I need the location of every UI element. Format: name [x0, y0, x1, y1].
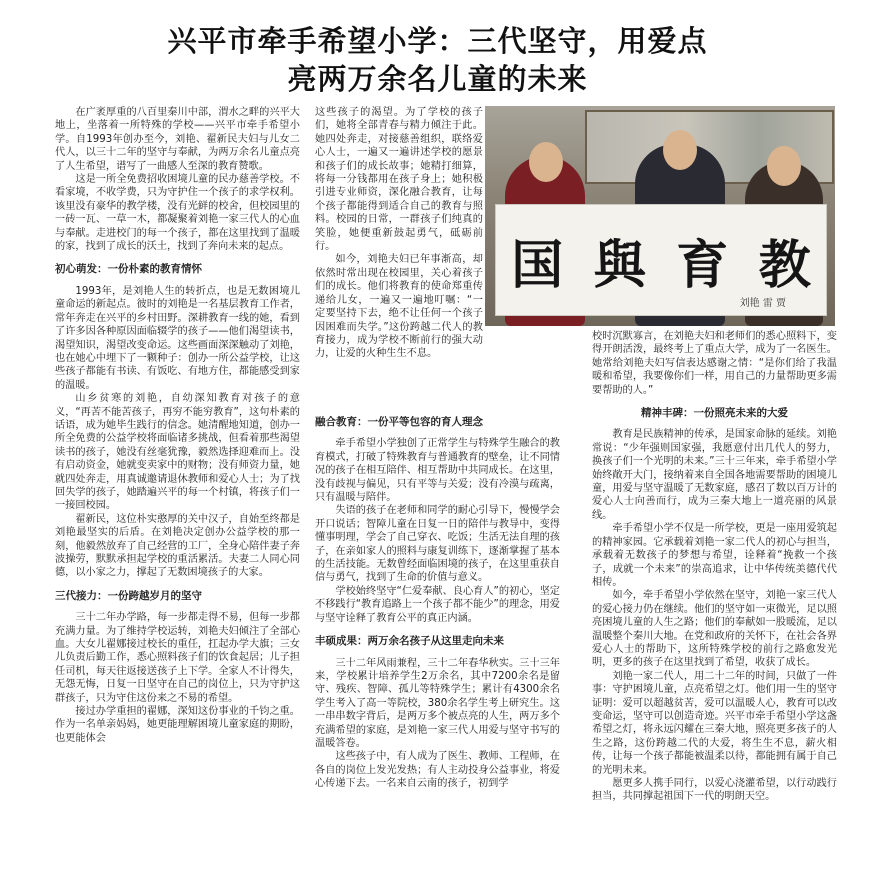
paragraph: 校时沉默寡言，在刘艳夫妇和老师们的悉心照料下，变得开朗活泼，最终考上了重点大学，成为了一名医生。她常给刘艳夫妇写信表达感谢之情：“是你们给了我温暖和希望，我要像你们一样，用自己的力量帮助更多需要帮助的人。”	[592, 331, 837, 396]
paragraph: 刘艳一家二代人，用二十二年的时间，只做了一件事：守护困境儿童，点亮希望之灯。他们用一生的坚守证明：爱可以超越贫苦，爱可以温暖人心，教育可以改变命运，坚守可以创造奇迹。兴平市牵手希望小学这盏希望之灯，将永远闪耀在三秦大地，照亮更多孩子的人生之路，这份跨越二代的大爱，将生生不息，薪火相传，让每一个孩子都能被温柔以待，都能拥有属于自己的光明未来。	[592, 670, 837, 776]
face	[529, 142, 563, 182]
paragraph: 山乡贫寒的刘艳，自幼深知教育对孩子的意义，“再苦不能苦孩子，再穷不能穷教育”，这句朴素的话语，成为她毕生践行的信念。她清醒地知道，创办一所全免费的公益学校将面临诸多挑战，但看着那些渴望读书的孩子，她没有丝毫犹豫，毅然选择迎难而上。没有启动资金，她就变卖家中的财物；没有师资力量，她就四处奔走，用真诚邀请退休教师和爱心人士；为了找回失学的孩子，她踏遍兴平的每一个村镇，将孩子们一一接回校园。	[55, 393, 300, 512]
paragraph: 三十二年风雨兼程，三十二年春华秋实。三十三年来，学校累计培养学生2万余名，其中7200余名是留守、残疾、智障、孤儿等特殊学生；累计有4300余名学生考入了高一等院校，380余名学生考上研究生。这一串串数字背后，是两万多个被点亮的人生，两万多个充满希望的家庭，是刘艳一家三代人用爱与坚守书写的温暖答卷。	[315, 657, 560, 749]
paragraph: 这些孩子的渴望。为了学校的孩子们，她将全部青春与精力倾注于此。她四处奔走，对接慈善组织，联络爱心人士，一遍又一遍讲述学校的愿景和孩子们的成长故事；她精打细算，将每一分钱都用在孩子身上；她积极引进专业师资，深化融合教育，让每个孩子都能得到适合自己的教育与照料。校园的日常，一群孩子们纯真的笑脸，她便重新鼓起勇气，砥砺前行。	[315, 107, 483, 253]
section-heading: 初心萌发：一份朴素的教育情怀	[55, 263, 202, 276]
calligraphy-char: 育	[676, 234, 729, 296]
headline-line-2: 亮两万余名儿童的未来	[287, 62, 588, 96]
paragraph: 1993年，是刘艳人生的转折点，也是无数困境儿童命运的新起点。彼时的刘艳是一名基层教育工作者，常年奔走在兴平的乡村田野。深耕教育一线的她，看到了许多因各种原因面临辍学的孩子——他们渴望读书，渴望知识，渴望改变命运。这些画面深深触动了刘艳，也在她心中埋下了一颗种子：创办一所公益学校，让这些孩子都能有书读、有饭吃、有地方住，都能感受到家的温暖。	[55, 285, 300, 391]
paragraph: 失语的孩子在老师和同学的耐心引导下，慢慢学会开口说话；智障儿童在日复一日的陪伴与教导中，变得懂事明理，学会了自己穿衣、吃饭；生活无法自理的孩子，在亲如家人的照料与康复训练下，逐渐掌握了基本的生活技能。无数曾经面临困境的孩子，在这里重获自信与勇气，找到了生命的价值与意义。	[315, 505, 560, 584]
article-column-2	[315, 106, 483, 406]
paragraph: 如今，刘艳夫妇已年事渐高，却依然时常出现在校园里，关心着孩子们的成长。他们将教育的使命郑重传递给儿女，一遍又一遍地叮嘱：“一定要坚持下去，绝不让任何一个孩子因困难而失学。”这份跨越二代人的教育接力，成为学校不断前行的强大动力，让爱的火种生生不息。	[315, 254, 483, 360]
paragraph: 翟新民，这位朴实憨厚的关中汉子，自始至终都是刘艳最坚实的后盾。在刘艳决定创办公益学校的那一刻，他毅然放弃了自己经营的工厂，全身心陪伴妻子奔波操劳，默默承担起学校的重活累活。夫妻二人同心同德，以小家之力，撑起了无数困境孩子的大家。	[55, 513, 300, 579]
article-column-3	[315, 410, 560, 861]
paragraph: 三十二年办学路，每一步都走得不易，但每一步都充满力量。为了维持学校运转，刘艳夫妇倾注了全部心血。大女儿翟娜接过校长的重任，扛起办学大旗；三女儿负责后勤工作，悉心照料孩子们的饮食起居；儿子担任司机，每天往返接送孩子上下学。全家人不计得失，无怨无悔，日复一日坚守在自己的岗位上，只为守护这群孩子，只为守住这份来之不易的希望。	[55, 612, 300, 704]
section-heading: 丰硕成果：两万余名孩子从这里走向未来	[315, 635, 504, 648]
calligraphy-char: 国	[511, 234, 564, 296]
headline-line-1: 兴平市牵手希望小学：三代坚守，用爱点	[167, 24, 708, 58]
paragraph: 学校始终坚守“仁爱奉献、良心育人”的初心，坚定不移践行“教育追路上一个孩子都不能少”的理念，用爱与坚守诠释了教育公平的真正内涵。	[315, 585, 560, 624]
section-heading: 精神丰碑：一份照亮未来的大爱	[641, 407, 788, 420]
paragraph: 在广袤厚重的八百里秦川中部，渭水之畔的兴平大地上，坐落着一所特殊的学校——兴平市牵手希望小学。自1993年创办至今，刘艳、翟新民夫妇与儿女二代人，以三十二年的坚守与奉献，为两万余名儿童点亮了人生希望，谱写了一曲感人至深的教育赞歌。	[55, 107, 300, 172]
paragraph: 这些孩子中，有人成为了医生、教师、工程师，在各自的岗位上发光发热；有人主动投身公益事业，将爱心传递下去。一名来自云南的孩子，初到学	[315, 751, 560, 790]
section-heading: 三代接力：一份跨越岁月的坚守	[55, 589, 202, 602]
calligraphy-inscription: 刘艳 雷 贾	[739, 298, 786, 309]
headline	[20, 22, 855, 98]
paragraph: 教育是民族精神的传承，是国家命脉的延续。刘艳常说：“少年强则国家强，我愿意付出几代人的努力，换孩子们一个光明的未来。”三十三年来，牵手希望小学始终敞开大门，接纳着来自全国各地需要帮助的困境儿童，用爱与坚守温暖了无数家庭，感召了数以百万计的爱心人士向善而行，成为三秦大地上一道亮丽的风景线。	[592, 429, 837, 521]
article-column-1	[55, 106, 300, 861]
paragraph: 这是一所全免费招收困境儿童的民办慈善学校。不看家境，不收学费，只为守护住一个孩子的求学权利。该里没有豪华的教学楼，没有光鲜的校舍，但校园里的一砖一瓦、一草一木，都凝聚着刘艳一家三代人的心血与奉献。走进校门的每一个孩子，都在这里找到了温暖的家，找到了成长的沃土，找到了奔向未来的起点。	[55, 174, 300, 253]
calligraphy-char: 教	[758, 234, 811, 296]
face	[663, 130, 697, 170]
paragraph: 愿更多人携手同行，以爱心浇灌希望，以行动践行担当，共同撑起祖国下一代的明朗天空。	[592, 778, 837, 803]
paragraph: 牵手希望小学不仅是一所学校，更是一座用爱筑起的精神家园。它承载着刘艳一家二代人的初心与担当，承载着无数孩子的梦想与希望，诠释着“挽救一个孩子，成就一个未来”的崇高追求，让中华传统美德代代相传。	[592, 523, 837, 588]
calligraphy-char: 與	[593, 234, 646, 296]
paragraph: 如今，牵手希望小学依然在坚守，刘艳一家三代人的爱心接力仍在继续。他们的坚守如一束微光，足以照亮困境儿童的人生之路；他们的奉献如一股暖流，足以温暖整个秦川大地。在党和政府的关怀下，在社会各界爱心人士的帮助下，这所特殊学校的前行之路愈发光明，更多的孩子在这里找到了希望，收获了成长。	[592, 590, 837, 669]
section-heading: 融合教育：一份平等包容的育人理念	[315, 416, 483, 428]
calligraphy-scroll	[495, 204, 827, 316]
article-column-4	[592, 330, 837, 861]
paragraph: 牵手希望小学独创了正常学生与特殊学生融合的教育模式，打破了特殊教育与普通教育的壁垒，让不同情况的孩子在相互陪伴、相互帮助中共同成长。在这里，没有歧视与偏见，只有平等与关爱；没有冷漠与疏离，只有温暖与陪伴。	[315, 438, 560, 504]
face	[767, 146, 801, 186]
paragraph: 接过办学重担的翟娜，深知这份事业的千钧之重。作为一名单亲妈妈，她更能理解困境儿童家庭的期盼，也更能体会	[55, 706, 300, 744]
news-photo	[485, 106, 835, 326]
